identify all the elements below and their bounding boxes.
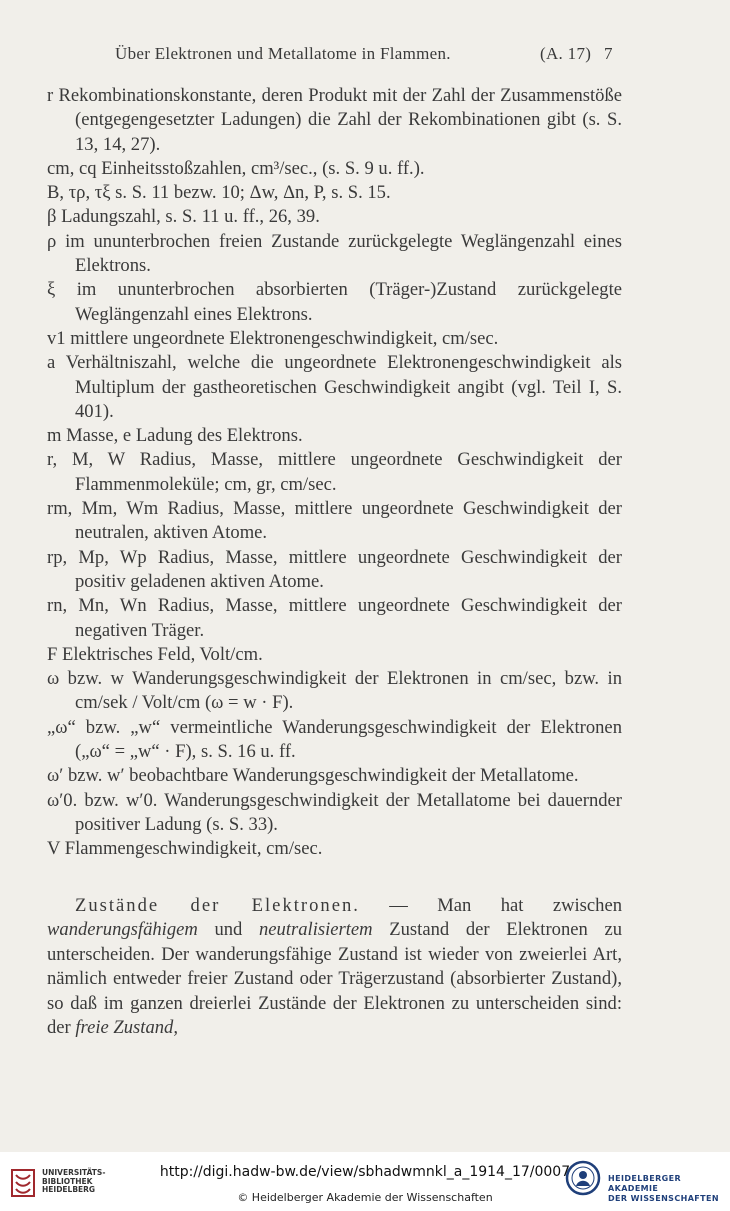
- academy-name-line: DER WISSENSCHAFTEN: [608, 1194, 719, 1203]
- academy-seal-icon: [565, 1160, 601, 1196]
- symbol-entry: β Ladungszahl, s. S. 11 u. ff., 26, 39.: [47, 206, 320, 228]
- heading-dash: —: [359, 895, 438, 916]
- symbol-list: [47, 84, 622, 862]
- symbol-entry: cm, cq Einheitsstoßzahlen, cm³/sec., (s. S. 9 u. ff.).: [47, 157, 425, 179]
- symbol-entry: ξ im ununterbrochen absorbierten (Träger-)Zustand zurückgelegte Weglängenzahl eines Elektrons.: [47, 279, 622, 325]
- symbol-entry: m Masse, e Ladung des Elektrons.: [47, 425, 303, 447]
- emphasis-text: freie Zustand,: [75, 1017, 179, 1039]
- symbol-entry: rm, Mm, Wm Radius, Masse, mittlere ungeordnete Geschwindigkeit der neutralen, aktiven Atome.: [47, 498, 622, 544]
- emphasis-text: neutralisiertem: [259, 919, 373, 941]
- header-title: Über Elektronen und Metallatome in Flammen.: [115, 44, 451, 63]
- academy-name: [608, 1174, 730, 1204]
- library-name-line: BIBLIOTHEK: [42, 1176, 93, 1186]
- symbol-entry: v1 mittlere ungeordnete Elektronengeschwindigkeit, cm/sec.: [47, 327, 499, 349]
- symbol-entry: rp, Mp, Wp Radius, Masse, mittlere ungeordnete Geschwindigkeit der positiv geladenen aktiven Atome.: [47, 546, 622, 592]
- page-number: 7: [604, 44, 613, 63]
- symbol-entry: rn, Mn, Wn Radius, Masse, mittlere ungeordnete Geschwindigkeit der negativen Träger.: [47, 595, 622, 641]
- emphasis-text: wanderungsfähigem: [47, 919, 198, 941]
- viewer-footer: [0, 1152, 730, 1211]
- paragraph-text: Man hat zwischen: [437, 895, 622, 916]
- copyright-notice: © Heidelberger Akademie der Wissenschaften: [237, 1191, 493, 1204]
- symbol-entry: V Flammengeschwindigkeit, cm/sec.: [47, 838, 323, 860]
- symbol-entry: F Elektrisches Feld, Volt/cm.: [47, 643, 263, 665]
- symbol-entry: ω′0. bzw. w′0. Wanderungsgeschwindigkeit der Metallatome bei dauernder positiver Ladung (s. S. 33).: [47, 789, 622, 835]
- paragraph-text: Zustand der Elektronen zu unterscheiden. Der wanderungsfähige Zustand ist wieder von zweierlei Art, nämlich entweder freier Zustand oder Trägerzustand (absorbierter Zustand), so daß im ganzen dreierlei Zustände der Elektronen zu unterscheiden sind: der: [47, 919, 622, 1039]
- symbol-entry: B, τρ, τξ s. S. 11 bezw. 10; Δw, Δn, P, s. S. 15.: [47, 182, 391, 204]
- symbol-entry: a Verhältniszahl, welche die ungeordnete Elektronengeschwindigkeit als Multiplum der gastheoretischen Geschwindigkeit angibt (vgl. Teil I, S. 401).: [47, 352, 622, 422]
- header-reference: (A. 17): [540, 44, 592, 63]
- symbol-entry: ω′ bzw. w′ beobachtbare Wanderungsgeschwindigkeit der Metallatome.: [47, 765, 579, 787]
- symbol-entry: „ω“ bzw. „w“ vermeintliche Wanderungsgeschwindigkeit der Elektronen („ω“ = „w“ · F), s. S. 16 u. ff.: [47, 716, 622, 763]
- symbol-entry: r Rekombinationskonstante, deren Produkt mit der Zahl der Zusammenstöße (entgegengesetzter Ladungen) die Zahl der Rekombinationen gibt (s. S. 13, 14, 27).: [47, 85, 622, 155]
- running-header: [0, 44, 730, 70]
- symbol-entry: ω bzw. w Wanderungsgeschwindigkeit der Elektronen in cm/sec, bzw. in cm/sek / Volt/cm (ω = w · F).: [47, 668, 622, 714]
- symbol-entry: r, M, W Radius, Masse, mittlere ungeordnete Geschwindigkeit der Flammenmoleküle; cm, gr, cm/sec.: [47, 449, 622, 495]
- symbol-entry: ρ im ununterbrochen freien Zustande zurückgelegte Weglängenzahl eines Elektrons.: [47, 230, 622, 277]
- body-paragraph: [47, 894, 622, 1040]
- paragraph-text: und: [197, 919, 259, 941]
- section-heading: Zustände der Elektronen.: [75, 895, 360, 916]
- document-url-link[interactable]: http://digi.hadw-bw.de/view/sbhadwmnkl_a_1914_17/0007: [159, 1164, 571, 1180]
- library-name-line: UNIVERSITÄTS-: [42, 1168, 106, 1177]
- academy-name-line: HEIDELBERGER AKADEMIE: [608, 1174, 682, 1193]
- library-name-line: HEIDELBERG: [42, 1185, 96, 1194]
